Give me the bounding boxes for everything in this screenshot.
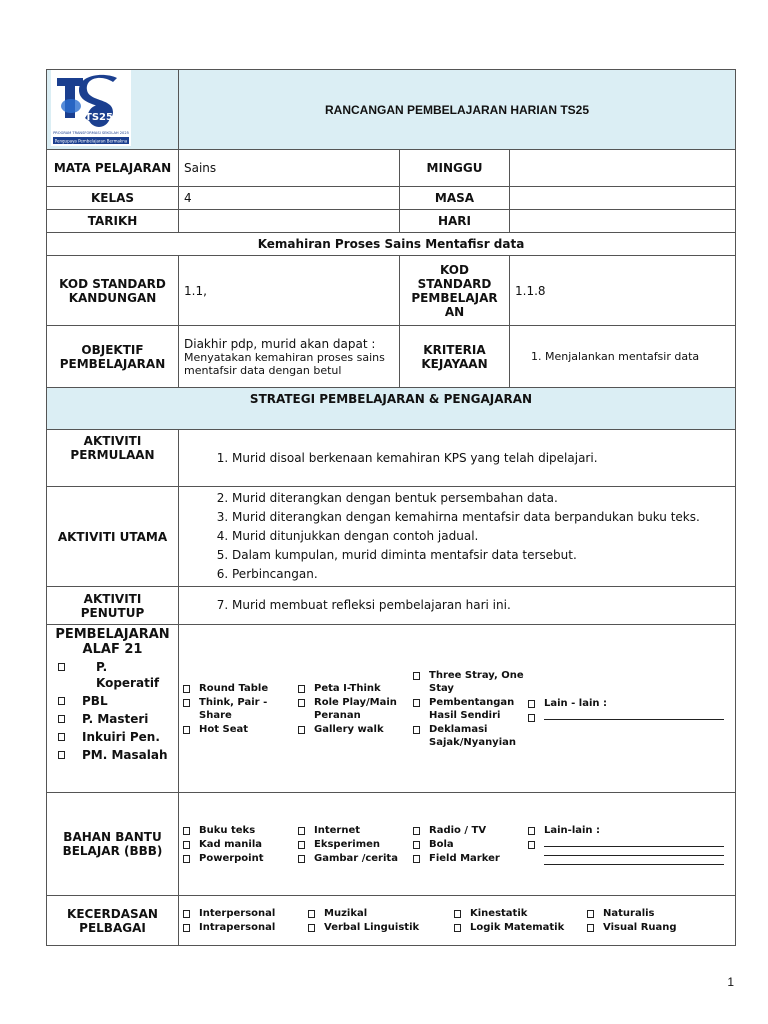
bbb-col1	[179, 823, 294, 866]
time-value	[510, 187, 736, 210]
activity-item: 1. Murid disoal berkenaan kemahiran KPS yang telah dipelajari.	[232, 449, 730, 468]
main-activity-label: AKTIVITI UTAMA	[47, 487, 179, 587]
bbb-col2	[294, 823, 409, 866]
kecerdasan-option: Kinestatik	[450, 907, 583, 920]
main-activity-cell	[179, 487, 736, 587]
start-activity-cell	[179, 430, 736, 487]
kecerdasan-option: Logik Matematik	[450, 921, 583, 934]
alaf21-option: Lain - lain :	[524, 697, 724, 710]
activity-item: 2. Murid diterangkan dengan bentuk persembahan data.	[232, 489, 730, 508]
ts25-logo	[51, 70, 131, 146]
day-label: HARI	[400, 210, 510, 233]
lesson-plan-table	[46, 69, 736, 946]
kecerdasan-options-cell	[179, 896, 736, 946]
week-value	[510, 150, 736, 187]
alaf21-option: Three Stray, One Stay	[409, 669, 524, 695]
objective-cell	[179, 326, 400, 388]
bbb-label: BAHAN BANTU BELAJAR (BBB)	[47, 793, 179, 896]
alaf21-option: Deklamasi Sajak/Nyanyian	[409, 723, 524, 749]
alaf21-option: Pembentangan Hasil Sendiri	[409, 696, 524, 722]
bbb-option: Buku teks	[179, 824, 294, 837]
kecerdasan-col1	[179, 906, 304, 935]
activity-item: 3. Murid diterangkan dengan kemahirna mentafsir data berpandukan buku teks.	[232, 508, 730, 527]
date-label: TARIKH	[47, 210, 179, 233]
kecerdasan-option: Muzikal	[304, 907, 450, 920]
learning-standard-value: 1.1.8	[510, 256, 736, 326]
alaf21-col2	[294, 681, 409, 737]
topic-title: Kemahiran Proses Sains Mentafisr data	[47, 233, 736, 256]
main-activity-list	[184, 489, 730, 584]
logo-text: TS25	[85, 112, 113, 123]
criteria-cell	[510, 326, 736, 388]
objective-label: OBJEKTIF PEMBELAJARAN	[47, 326, 179, 388]
bbb-option: Internet	[294, 824, 409, 837]
day-value	[510, 210, 736, 233]
alaf21-option: Round Table	[179, 682, 294, 695]
alaf21-col1	[179, 681, 294, 737]
logo-tagline: Pengupaya Pembelajaran Bermakna	[54, 138, 128, 144]
kecerdasan-col3	[450, 906, 583, 935]
alaf21-options-cell	[179, 625, 736, 793]
objective-intro: Diakhir pdp, murid akan dapat :	[184, 336, 376, 351]
closing-activity-cell	[179, 587, 736, 625]
bbb-option: Powerpoint	[179, 852, 294, 865]
blank-line	[524, 838, 724, 865]
activity-item: 5. Dalam kumpulan, murid diminta mentafsir data tersebut.	[232, 546, 730, 565]
alaf21-method-list	[52, 659, 173, 763]
class-label: KELAS	[47, 187, 179, 210]
date-value	[179, 210, 400, 233]
bbb-option: Radio / TV	[409, 824, 524, 837]
class-value: 4	[179, 187, 400, 210]
alaf21-option: Think, Pair - Share	[179, 696, 294, 722]
kecerdasan-col4	[583, 906, 683, 935]
content-standard-label: KOD STANDARD KANDUNGAN	[47, 256, 179, 326]
bbb-options-cell	[179, 793, 736, 896]
bbb-option: Bola	[409, 838, 524, 851]
kecerdasan-option: Visual Ruang	[583, 921, 683, 934]
blank-line	[524, 711, 724, 720]
activity-item: 4. Murid ditunjukkan dengan contoh jadual.	[232, 527, 730, 546]
bbb-option: Kad manila	[179, 838, 294, 851]
page-number: 1	[727, 975, 734, 989]
alaf21-option: PBL	[52, 693, 173, 709]
bbb-option: Eksperimen	[294, 838, 409, 851]
bbb-col4	[524, 823, 724, 866]
criteria-label: KRITERIA KEJAYAAN	[400, 326, 510, 388]
alaf21-option: Inkuiri Pen.	[52, 729, 173, 745]
subject-value: Sains	[179, 150, 400, 187]
strategy-title: STRATEGI PEMBELAJARAN & PENGAJARAN	[47, 388, 736, 430]
kecerdasan-option: Naturalis	[583, 907, 683, 920]
alaf21-option: PM. Masalah	[52, 747, 173, 763]
kecerdasan-col2	[304, 906, 450, 935]
start-activity-label: AKTIVITI PERMULAAN	[47, 430, 179, 487]
kecerdasan-options	[179, 906, 735, 935]
kecerdasan-option: Interpersonal	[179, 907, 304, 920]
activity-item: 7. Murid membuat refleksi pembelajaran hari ini.	[232, 596, 730, 615]
activity-item: 6. Perbincangan.	[232, 565, 730, 584]
bbb-option: Gambar /cerita	[294, 852, 409, 865]
time-label: MASA	[400, 187, 510, 210]
bbb-col3	[409, 823, 524, 866]
alaf21-option: Gallery walk	[294, 723, 409, 736]
bbb-options	[179, 823, 735, 866]
alaf21-col4	[524, 696, 724, 721]
alaf21-label: PEMBELAJARAN ALAF 21	[55, 627, 170, 657]
alaf21-options	[179, 668, 735, 750]
learning-standard-label: KOD STANDARD PEMBELAJAR AN	[400, 256, 510, 326]
subject-label: MATA PELAJARAN	[47, 150, 179, 187]
start-activity-list	[184, 449, 730, 468]
kecerdasan-option: Verbal Linguistik	[304, 921, 450, 934]
alaf21-option: Peta I-Think	[294, 682, 409, 695]
alaf21-option: P. Masteri	[52, 711, 173, 727]
closing-activity-list	[184, 596, 730, 615]
alaf21-col3	[409, 668, 524, 750]
criteria-list	[515, 350, 730, 363]
logo-caption: PROGRAM TRANSFORMASI SEKOLAH 2025	[53, 131, 129, 135]
objective-text: Menyatakan kemahiran proses sains mentafsir data dengan betul	[184, 350, 385, 377]
kecerdasan-option: Intrapersonal	[179, 921, 304, 934]
content-standard-value: 1.1,	[179, 256, 400, 326]
logo-cell	[47, 70, 179, 150]
document-title: RANCANGAN PEMBELAJARAN HARIAN TS25	[179, 70, 736, 150]
bbb-option: Field Marker	[409, 852, 524, 865]
alaf21-option: P. Koperatif	[52, 659, 173, 691]
bbb-option: Lain-lain :	[524, 824, 724, 837]
closing-activity-label: AKTIVITI PENUTUP	[47, 587, 179, 625]
alaf21-option: Role Play/Main Peranan	[294, 696, 409, 722]
alaf21-cell	[47, 625, 179, 793]
criteria-item: 1. Menjalankan mentafsir data	[545, 350, 730, 363]
week-label: MINGGU	[400, 150, 510, 187]
kecerdasan-label: KECERDASAN PELBAGAI	[47, 896, 179, 946]
alaf21-option: Hot Seat	[179, 723, 294, 736]
